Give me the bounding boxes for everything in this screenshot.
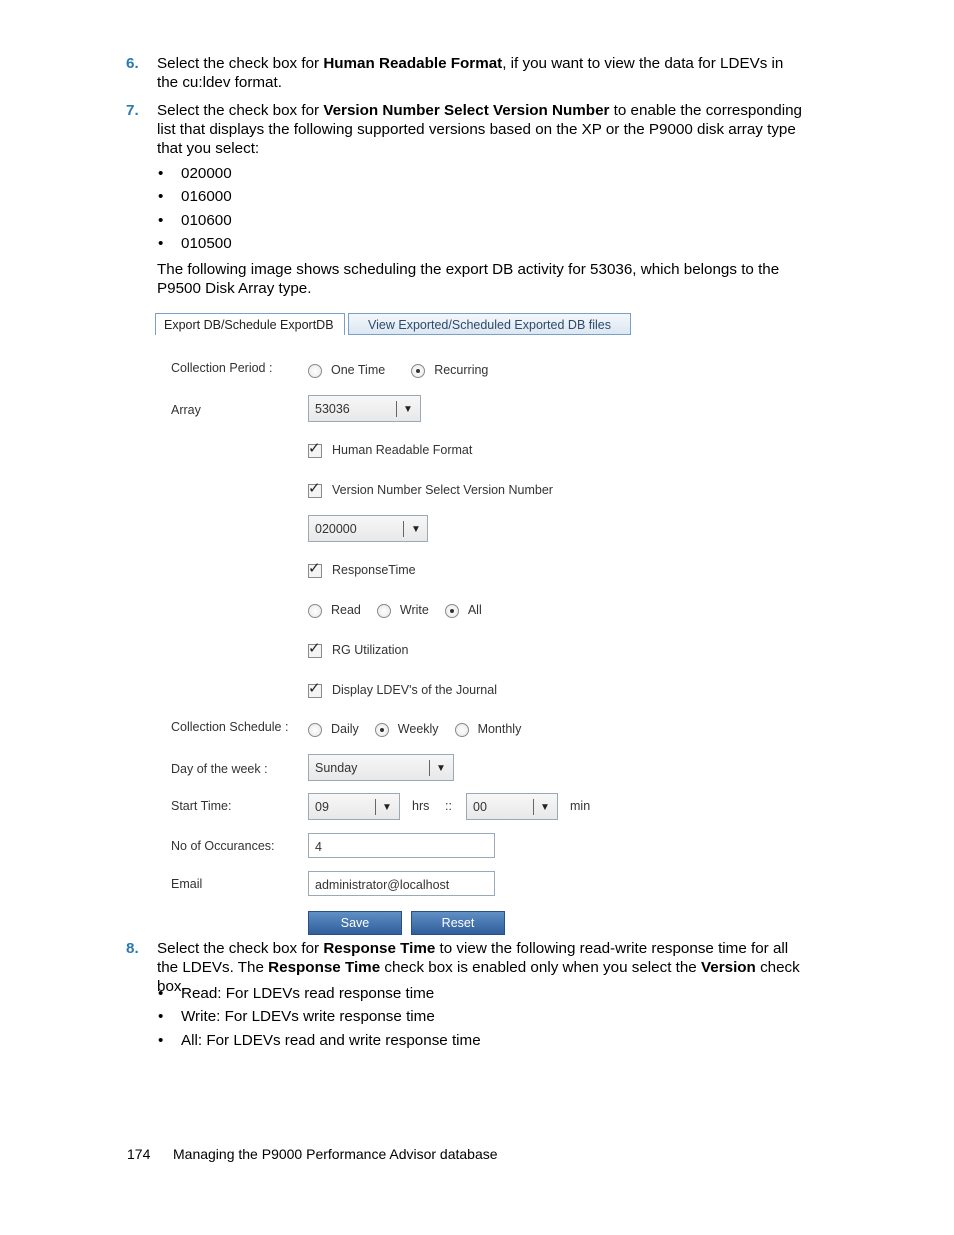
hrs-label: hrs [412, 799, 430, 813]
radio-weekly[interactable] [375, 723, 389, 737]
collection-period-options [308, 361, 504, 380]
min-label: min [570, 799, 591, 813]
step-number: 6. [126, 55, 139, 72]
radio-label: Weekly [397, 722, 439, 736]
list-item: • All: For LDEVs read and write response time [157, 1029, 481, 1052]
start-time-label: Start Time: [171, 799, 232, 813]
display-ldev-row [308, 681, 497, 700]
collection-schedule-label: Collection Schedule : [171, 720, 289, 734]
checkbox-label: Display LDEV's of the Journal [332, 683, 497, 697]
radio-label: All [467, 603, 482, 617]
chevron-down-icon: ▼ [382, 802, 392, 813]
page-number: 174 [127, 1146, 151, 1162]
radio-label: Read [331, 603, 361, 617]
list-item: • 016000 [157, 185, 232, 208]
response-time-row [308, 561, 416, 580]
radio-read[interactable] [308, 604, 322, 618]
collection-schedule-options [308, 720, 537, 739]
radio-all[interactable] [445, 604, 459, 618]
time-separator: :: [445, 799, 452, 813]
checkbox-label: Version Number Select Version Number [332, 483, 553, 497]
day-select[interactable]: Sunday ▼ [308, 754, 454, 781]
step-text: Select the check box for Response Time to view the following read-write response time for all the LDEVs. The Response Time check box is enabled only when you select the Version check box. [157, 940, 800, 995]
list-item: • Write: For LDEVs write response time [157, 1005, 481, 1028]
response-time-checkbox[interactable] [308, 559, 322, 578]
chevron-down-icon: ▼ [403, 404, 413, 415]
rg-utilization-row [308, 641, 408, 660]
radio-one-time[interactable] [308, 364, 322, 378]
version-number-checkbox[interactable] [308, 479, 322, 498]
array-label: Array [171, 403, 201, 417]
radio-recurring[interactable] [411, 364, 425, 378]
email-field[interactable]: administrator@localhost [308, 871, 495, 896]
version-list [157, 162, 232, 255]
response-options-list [157, 982, 481, 1052]
chevron-down-icon: ▼ [411, 524, 421, 535]
radio-monthly[interactable] [455, 723, 469, 737]
display-ldev-checkbox[interactable] [308, 679, 322, 698]
radio-write[interactable] [377, 604, 391, 618]
footer-title: Managing the P9000 Performance Advisor database [173, 1146, 498, 1162]
save-button[interactable]: Save [308, 911, 402, 935]
minute-select[interactable]: 00 ▼ [466, 793, 558, 820]
step-number: 8. [126, 940, 139, 957]
list-item: • Read: For LDEVs read response time [157, 982, 481, 1005]
radio-daily[interactable] [308, 723, 322, 737]
check-icon: ✓ [308, 439, 321, 457]
chevron-down-icon: ▼ [540, 802, 550, 813]
checkbox-label: ResponseTime [332, 563, 416, 577]
check-icon: ✓ [308, 639, 321, 657]
tab-divider [155, 335, 631, 336]
radio-label: Monthly [477, 722, 522, 736]
radio-label: Write [399, 603, 429, 617]
step-number: 7. [126, 102, 139, 119]
reset-button[interactable]: Reset [411, 911, 505, 935]
chevron-down-icon: ▼ [436, 763, 446, 774]
step-text: Select the check box for Version Number Select Version Number to enable the corresponding list that displays the following supported versions based on the XP or the P9000 disk array type that you select: [157, 102, 802, 157]
step-text: Select the check box for Human Readable Format, if you want to view the data for LDEVs in the cu:ldev format. [157, 55, 784, 91]
list-item: • 010600 [157, 209, 232, 232]
check-icon: ✓ [308, 559, 321, 577]
day-of-week-label: Day of the week : [171, 762, 268, 776]
check-icon: ✓ [308, 479, 321, 497]
checkbox-label: Human Readable Format [332, 443, 473, 457]
tab-export-db[interactable]: Export DB/Schedule ExportDB [155, 313, 345, 335]
tab-view-exported[interactable]: View Exported/Scheduled Exported DB files [348, 313, 631, 335]
checkbox-label: RG Utilization [332, 643, 409, 657]
human-readable-row [308, 441, 472, 460]
human-readable-checkbox[interactable] [308, 439, 322, 458]
list-item: • 020000 [157, 162, 232, 185]
radio-label: Daily [331, 722, 359, 736]
email-label: Email [171, 877, 203, 891]
response-mode-options [308, 601, 498, 620]
radio-label: One Time [331, 363, 386, 377]
array-select[interactable]: 53036 ▼ [308, 395, 421, 422]
rg-utilization-checkbox[interactable] [308, 639, 322, 658]
occurances-field[interactable]: 4 [308, 833, 495, 858]
radio-label: Recurring [434, 363, 489, 377]
check-icon: ✓ [308, 679, 321, 697]
version-number-row [308, 481, 553, 500]
occurances-label: No of Occurances: [171, 839, 275, 853]
hour-select[interactable]: 09 ▼ [308, 793, 400, 820]
version-select[interactable]: 020000 ▼ [308, 515, 428, 542]
export-db-screenshot [155, 311, 635, 941]
collection-period-label: Collection Period : [171, 361, 273, 375]
list-item: • 010500 [157, 232, 232, 255]
image-caption: The following image shows scheduling the export DB activity for 53036, which belongs to the P9500 Disk Array type. [157, 261, 780, 297]
